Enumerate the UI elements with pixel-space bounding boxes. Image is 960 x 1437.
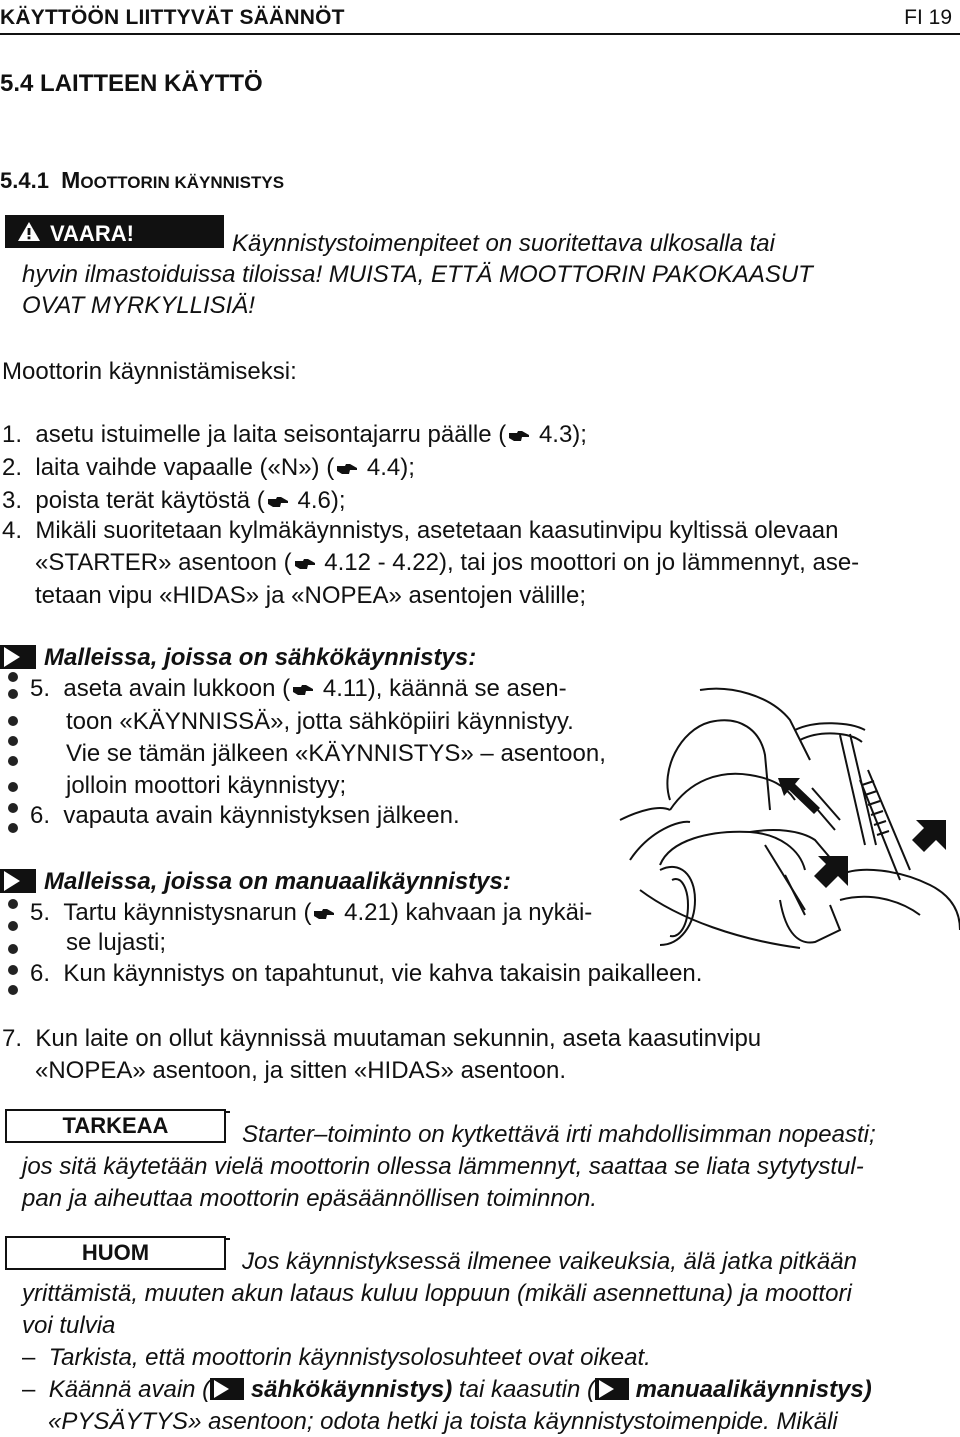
pointing-hand-icon — [267, 495, 289, 509]
dash-text: sähkökäynnistys) — [250, 1376, 453, 1403]
electric-step-5-line1 — [30, 673, 567, 704]
dash-text: Tarkista, että moottorin käynnistysolosuhteet ovat oikeat. — [48, 1344, 651, 1371]
step-7-line2: «NOPEA» asentoon, ja sitten «HIDAS» asentoon. — [35, 1057, 566, 1084]
step-4-line1 — [2, 515, 838, 546]
step-2 — [2, 452, 415, 483]
dash-text: Käännä avain ( — [48, 1376, 211, 1403]
section-title: 5.4 LAITTEEN KÄYTTÖ — [0, 70, 263, 97]
dash-text: manuaalikäynnistys) — [635, 1376, 872, 1403]
important-text-line2: jos sitä käytetään vielä moottorin ollessa lämmennyt, saattaa se liata sytytystul- — [22, 1153, 864, 1180]
electric-start-heading: Malleissa, joissa on sähkökäynnistys: — [44, 644, 477, 671]
important-text-line1: Starter–toiminto on kytkettävä irti mahdollisimman nopeasti; — [242, 1121, 876, 1148]
subsection-rest: OOTTORIN KÄYNNISTYS — [80, 173, 285, 192]
manual-step-5-line2: se lujasti; — [66, 929, 167, 956]
step-number: 5. — [30, 675, 51, 702]
right-chevron-box-icon — [595, 1378, 629, 1400]
dash-marker: – — [22, 1376, 36, 1403]
bullet-dot — [8, 965, 18, 975]
step-text: 4.11), käännä se asen- — [322, 675, 567, 702]
pointing-hand-icon — [313, 907, 335, 921]
bullet-dot — [8, 689, 18, 699]
bullet-dot — [8, 823, 18, 833]
note-text-line3: voi tulvia — [22, 1312, 116, 1339]
warning-text-line2: hyvin ilmastoiduissa tiloissa! MUISTA, ETTÄ MOOTTORIN PAKOKAASUT — [22, 261, 813, 288]
note-dash-item-2 — [22, 1374, 872, 1405]
pointing-hand-icon — [292, 683, 314, 697]
step-text: Mikäli suoritetaan kylmäkäynnistys, asetetaan kaasutinvipu kyltissä olevaan — [35, 517, 839, 544]
step-ref: 4.6); — [297, 487, 346, 514]
bullet-dot — [8, 899, 18, 909]
step-text: 4.12 - 4.22), tai jos moottori on jo lämmennyt, ase- — [324, 549, 860, 576]
electric-step-5-line4: jolloin moottori käynnistyy; — [66, 772, 347, 799]
important-label: TARKEAA — [5, 1109, 226, 1143]
running-header: KÄYTTÖÖN LIITTYVÄT SÄÄNNÖT — [0, 6, 345, 29]
dash-marker: – — [22, 1344, 36, 1371]
pointing-hand-icon — [508, 429, 530, 443]
step-text: poista terät käytöstä ( — [35, 487, 265, 514]
bullet-dot — [8, 672, 18, 682]
step-number: 4. — [2, 517, 23, 544]
bullet-dot — [8, 921, 18, 931]
right-chevron-box-icon — [210, 1378, 244, 1400]
manual-step-6 — [30, 958, 702, 989]
pointing-hand-icon — [336, 462, 358, 476]
warning-triangle-icon — [17, 221, 41, 242]
note-bar-line — [224, 1238, 230, 1240]
step-text: vapauta avain käynnistyksen jälkeen. — [63, 802, 460, 829]
page-number: FI 19 — [904, 6, 952, 29]
step-text: Kun käynnistys on tapahtunut, vie kahva takaisin paikalleen. — [63, 960, 703, 987]
note-dash-item-1 — [22, 1342, 651, 1373]
step-number: 5. — [30, 899, 51, 926]
step-number: 3. — [2, 487, 23, 514]
note-dash-item-2-line2: «PYSÄYTYS» asentoon; odota hetki ja toista käynnistystoimenpide. Mikäli — [48, 1408, 838, 1435]
note-label: HUOM — [5, 1236, 226, 1270]
important-text-line3: pan ja aiheuttaa moottorin epäsäännöllisen toiminnon. — [22, 1185, 598, 1212]
right-chevron-box-icon — [0, 869, 36, 893]
manual-step-5-line1 — [30, 897, 592, 928]
step-number: 2. — [2, 454, 23, 481]
subsection-title — [0, 167, 284, 194]
step-ref: 4.4); — [366, 454, 415, 481]
step-number: 6. — [30, 802, 51, 829]
warning-label: VAARA! — [50, 221, 134, 246]
manual-start-heading: Malleissa, joissa on manuaalikäynnistys: — [44, 868, 511, 895]
step-4-line2 — [35, 547, 859, 578]
step-text: 4.21) kahvaan ja nykäi- — [344, 899, 593, 926]
bullet-dot — [8, 782, 18, 792]
note-text-line2: yrittämistä, muuten akun lataus kuluu loppuun (mikäli asennettuna) ja moottori — [22, 1280, 852, 1307]
bullet-dot — [8, 803, 18, 813]
important-bar-line — [224, 1111, 230, 1113]
subsection-first-letter: M — [61, 167, 81, 193]
bullet-dot — [8, 716, 18, 726]
note-text-line1: Jos käynnistyksessä ilmenee vaikeuksia, älä jatka pitkään — [242, 1248, 857, 1275]
bullet-dot — [8, 736, 18, 746]
step-number: 6. — [30, 960, 51, 987]
dash-text: tai kaasutin ( — [458, 1376, 595, 1403]
step-ref: 4.3); — [538, 421, 587, 448]
warning-text-line1: Käynnistystoimenpiteet on suoritettava ulkosalla tai — [232, 230, 775, 257]
intro-text: Moottorin käynnistämiseksi: — [2, 358, 297, 385]
bullet-dot — [8, 944, 18, 954]
step-3 — [2, 485, 346, 516]
electric-step-5-line2: toon «KÄYNNISSÄ», jotta sähköpiiri käynnistyy. — [66, 708, 574, 735]
step-text: laita vaihde vapaalle («N») ( — [35, 454, 335, 481]
step-number: 1. — [2, 421, 23, 448]
header-rule — [0, 33, 960, 35]
step-text: Kun laite on ollut käynnissä muutaman sekunnin, aseta kaasutinvipu — [35, 1025, 762, 1052]
step-7-line1 — [2, 1023, 761, 1054]
electric-step-5-line3: Vie se tämän jälkeen «KÄYNNISTYS» – asentoon, — [66, 740, 606, 767]
mower-illustration — [600, 660, 960, 960]
step-number: 7. — [2, 1025, 23, 1052]
pointing-hand-icon — [294, 557, 316, 571]
subsection-number: 5.4.1 — [0, 168, 49, 193]
electric-step-6 — [30, 800, 460, 831]
warning-text-line3: OVAT MYRKYLLISIÄ! — [22, 292, 255, 319]
step-text: «STARTER» asentoon ( — [35, 549, 292, 576]
step-text: Tartu käynnistysnarun ( — [63, 899, 312, 926]
step-4-line3: tetaan vipu «HIDAS» ja «NOPEA» asentojen välille; — [35, 582, 586, 609]
right-chevron-box-icon — [0, 645, 36, 669]
warning-label-box — [5, 215, 224, 248]
step-1 — [2, 419, 587, 450]
step-text: asetu istuimelle ja laita seisontajarru päälle ( — [35, 421, 507, 448]
bullet-dot — [8, 756, 18, 766]
bullet-dot — [8, 985, 18, 995]
step-text: aseta avain lukkoon ( — [63, 675, 291, 702]
